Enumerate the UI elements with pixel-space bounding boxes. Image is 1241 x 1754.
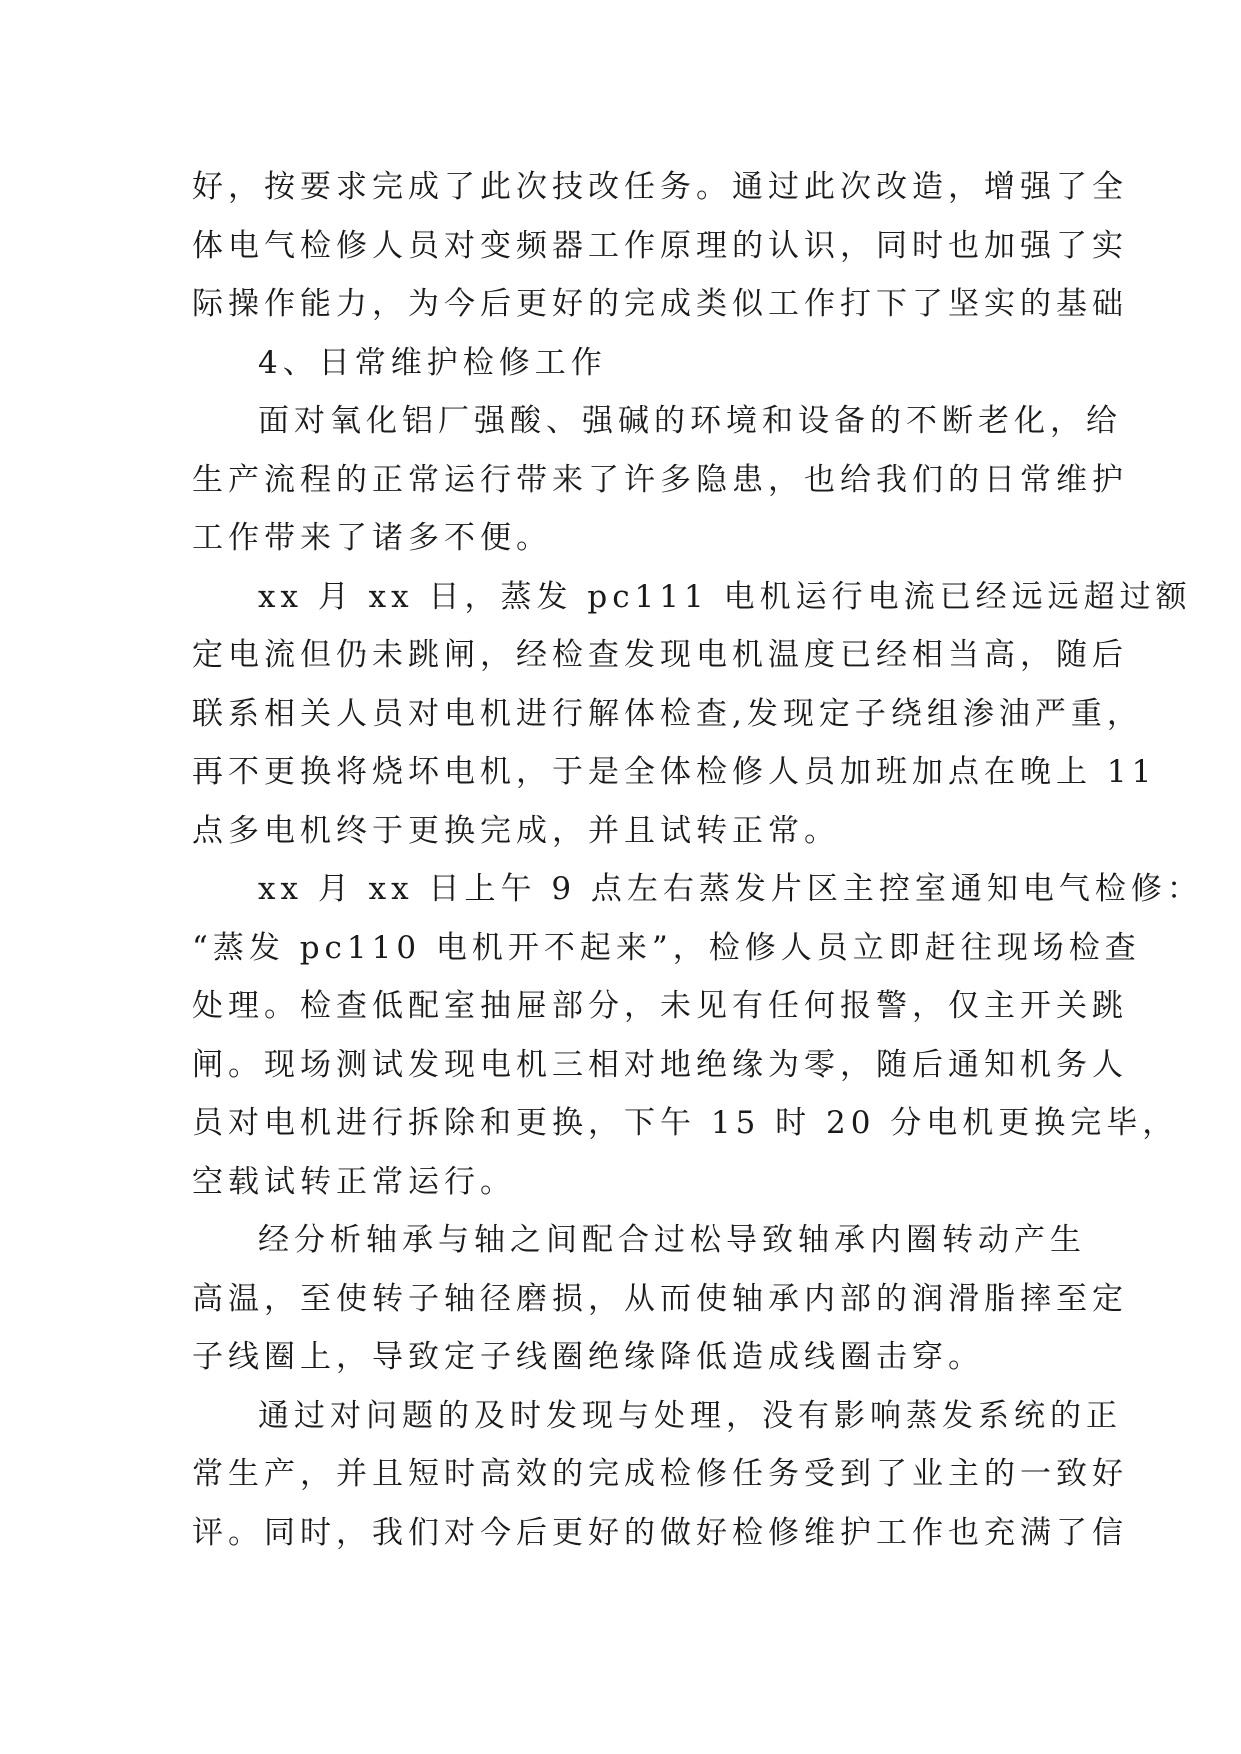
text-line: 空载试转正常运行。 xyxy=(192,1163,516,1200)
text-line: 处理。检查低配室抽屉部分，未见有任何报警，仅主开关跳 xyxy=(192,988,1128,1024)
text-line: 4、日常维护检修工作 xyxy=(258,344,607,381)
text-line: 高温，至使转子轴径磨损，从而使轴承内部的润滑脂摔至定 xyxy=(192,1280,1128,1317)
text-line: 闸。现场测试发现电机三相对地绝缘为零，随后通知机务人 xyxy=(192,1046,1128,1083)
text-line: 定电流但仍未跳闸，经检查发现电机温度已经相当高，随后 xyxy=(192,637,1128,673)
text-line: 评。同时，我们对今后更好的做好检修维护工作也充满了信 xyxy=(192,1514,1128,1551)
text-line: “蒸发 pc110 电机开不起来”，检修人员立即赶往现场检查 xyxy=(192,929,1141,966)
text-line: 工作带来了诸多不便。 xyxy=(192,520,552,556)
text-line: 体电气检修人员对变频器工作原理的认识，同时也加强了实 xyxy=(192,227,1128,264)
text-line: 员对电机进行拆除和更换，下午 15 时 20 分电机更换完毕， xyxy=(192,1105,1179,1141)
text-line: 子线圈上，导致定子线圈绝缘降低造成线圈击穿。 xyxy=(192,1339,984,1375)
text-line: 点多电机终于更换完成，并且试转正常。 xyxy=(192,812,840,849)
text-line: 好，按要求完成了此次技改任务。通过此次改造，增强了全 xyxy=(192,169,1128,205)
text-line: 生产流程的正常运行带来了许多隐患，也给我们的日常维护 xyxy=(192,461,1128,498)
text-line: xx 月 xx 日上午 9 点左右蒸发片区主控室通知电气检修： xyxy=(258,871,1203,907)
text-line: 经分析轴承与轴之间配合过松导致轴承内圈转动产生 xyxy=(258,1222,1086,1258)
text-line: 再不更换将烧坏电机，于是全体检修人员加班加点在晚上 11 xyxy=(192,754,1157,790)
text-line: 常生产，并且短时高效的完成检修任务受到了业主的一致好 xyxy=(192,1456,1128,1492)
text-line: 际操作能力，为今后更好的完成类似工作打下了坚实的基础 xyxy=(192,286,1128,322)
text-line: 联系相关人员对电机进行解体检查,发现定子绕组渗油严重， xyxy=(192,695,1143,732)
text-line: xx 月 xx 日，蒸发 pc111 电机运行电流已经远远超过额 xyxy=(258,578,1192,615)
document-body xyxy=(192,158,1203,1562)
text-line: 通过对问题的及时发现与处理，没有影响蒸发系统的正 xyxy=(258,1397,1122,1434)
text-line: 面对氧化铝厂强酸、强碱的环境和设备的不断老化，给 xyxy=(258,403,1122,439)
